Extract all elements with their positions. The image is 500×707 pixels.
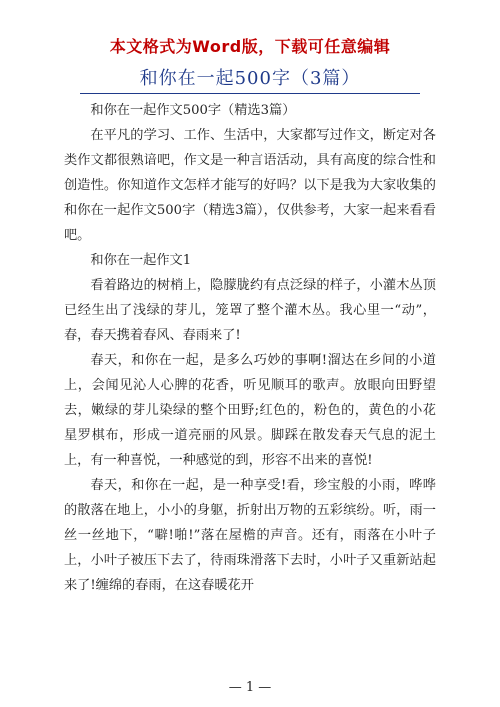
body-paragraph: 春天，和你在一起，是一种享受!看，珍宝般的小雨，哗哗的散落在地上，小小的身躯，折射出万物的五彩缤纷。听，雨一丝一丝地下，“噼!啪!”落在屋檐的声音。还有，雨落在小叶子上，小叶子被压下去了，待雨珠滑落下去时，小叶子又重新站起来了!缠绵的春雨，在这春暖花开 bbox=[64, 478, 436, 593]
title-divider bbox=[80, 93, 420, 94]
body-paragraph: 春天，和你在一起，是多么巧妙的事啊!溜达在乡间的小道上，会闻见沁人心脾的花香，听见顺耳的歌声。放眼向田野望去，嫩绿的芽儿染绿的整个田野;红色的，粉色的，黄色的小花星罗棋布，形成一道亮丽的风景。脚踩在散发春天气息的泥土上，有一种喜悦，一种感觉的到，形容不出来的喜悦! bbox=[64, 353, 436, 468]
download-banner: 本文格式为Word版，下载可任意编辑 bbox=[109, 37, 391, 56]
document-body bbox=[64, 98, 436, 598]
subtitle-paragraph: 和你在一起作文500字（精选3篇） bbox=[90, 103, 296, 118]
body-paragraph: 看着路边的树梢上，隐朦胧约有点泛绿的样子，小灌木丛顶已经生出了浅绿的芽儿，笼罩了整个灌木丛。我心里一“动”，春，春天携着春风、春雨来了! bbox=[64, 278, 436, 343]
page-number: — 1 — bbox=[228, 680, 272, 695]
section-heading: 和你在一起作文1 bbox=[90, 253, 192, 268]
document-title: 和你在一起500字（3篇） bbox=[139, 68, 361, 89]
body-paragraph: 在平凡的学习、工作、生活中，大家都写过作文，断定对各类作文都很熟谙吧，作文是一种言语活动，具有高度的综合性和创造性。你知道作文怎样才能写的好吗？以下是我为大家收集的和你在一起作文500字（精选3篇），仅供参考，大家一起来看看吧。 bbox=[64, 128, 436, 243]
